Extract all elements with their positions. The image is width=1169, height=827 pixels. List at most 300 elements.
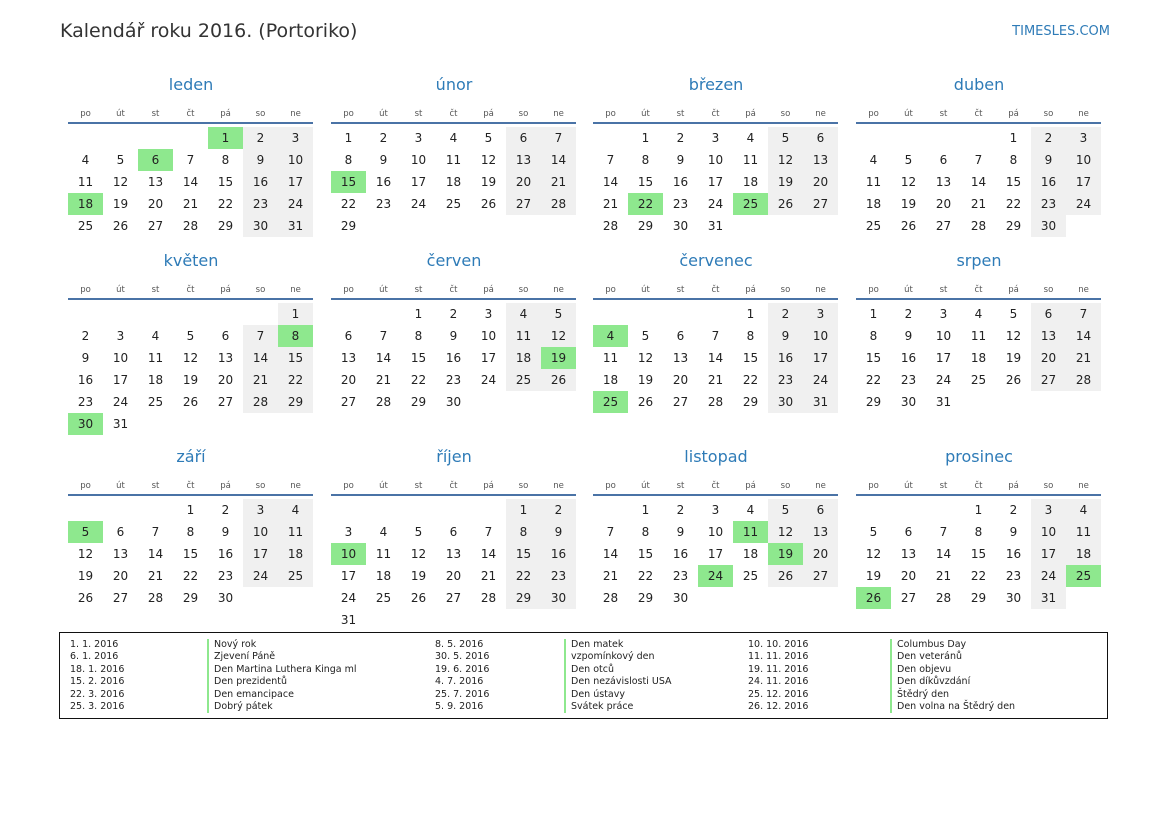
weekday-label: so xyxy=(780,481,791,491)
day-cell: 23 xyxy=(1005,569,1022,583)
day-cell: 11 xyxy=(742,153,759,167)
legend-holiday-name: Zjevení Páně xyxy=(207,651,275,663)
day-cell: 22 xyxy=(970,569,987,583)
header-rule xyxy=(331,494,576,496)
day-cell: 6 xyxy=(904,525,913,539)
day-cell: 11 xyxy=(375,547,392,561)
weekend-day-cell: 10 xyxy=(278,149,313,171)
day-cell: 28 xyxy=(707,395,724,409)
day-cell: 18 xyxy=(375,569,392,583)
weekday-header xyxy=(68,272,314,295)
day-cell: 12 xyxy=(112,175,129,189)
weekday-label: čt xyxy=(711,481,720,491)
weekday-header xyxy=(331,468,577,491)
day-cell: 4 xyxy=(449,131,458,145)
weekday-label: út xyxy=(641,481,650,491)
day-cell: 20 xyxy=(445,569,462,583)
weekday-label: út xyxy=(904,285,913,295)
weekday-label: pá xyxy=(745,109,756,119)
weekend-day-cell: 2 xyxy=(243,127,278,149)
legend-date: 6. 1. 2016 xyxy=(70,651,119,663)
site-link[interactable]: TIMESLES.COM xyxy=(1012,24,1110,39)
day-cell: 26 xyxy=(410,591,427,605)
weekday-label: út xyxy=(116,481,125,491)
holiday-day-cell: 25 xyxy=(733,193,768,215)
day-cell: 8 xyxy=(186,525,195,539)
weekday-label: út xyxy=(116,285,125,295)
legend-holiday-name: Den otců xyxy=(564,664,614,676)
weekday-label: pá xyxy=(220,285,231,295)
month-10 xyxy=(331,446,577,631)
day-cell: 7 xyxy=(186,153,195,167)
day-cell: 2 xyxy=(1009,503,1018,517)
weekday-label: ne xyxy=(1078,285,1089,295)
day-cell: 19 xyxy=(112,197,129,211)
day-cell: 18 xyxy=(742,175,759,189)
day-cell: 30 xyxy=(445,395,462,409)
weekend-day-cell: 30 xyxy=(768,391,803,413)
weekend-day-cell: 29 xyxy=(278,391,313,413)
day-cell: 9 xyxy=(904,329,913,343)
weekend-day-cell: 21 xyxy=(541,171,576,193)
empty-cell xyxy=(173,303,208,325)
day-cell: 3 xyxy=(711,503,720,517)
weekend-day-cell: 22 xyxy=(506,565,541,587)
weekend-day-cell: 10 xyxy=(1031,521,1066,543)
day-cell: 8 xyxy=(641,525,650,539)
header-rule xyxy=(856,298,1101,300)
legend-holiday-name: vzpomínkový den xyxy=(564,651,655,663)
weekday-label: so xyxy=(518,109,529,119)
weekday-label: út xyxy=(379,285,388,295)
day-cell: 30 xyxy=(217,591,234,605)
weekday-label: út xyxy=(379,481,388,491)
day-cell: 20 xyxy=(900,569,917,583)
weekend-day-cell: 17 xyxy=(1066,171,1101,193)
empty-cell xyxy=(243,303,278,325)
day-cell: 17 xyxy=(707,547,724,561)
day-cell: 21 xyxy=(480,569,497,583)
empty-cell xyxy=(401,499,436,521)
weekday-label: čt xyxy=(449,285,458,295)
weekend-day-cell: 9 xyxy=(243,149,278,171)
day-cell: 13 xyxy=(112,547,129,561)
weekend-day-cell: 6 xyxy=(1031,303,1066,325)
day-cell: 11 xyxy=(970,329,987,343)
day-cell: 22 xyxy=(340,197,357,211)
day-cell: 28 xyxy=(480,591,497,605)
day-cell: 3 xyxy=(414,131,423,145)
month-name: květen xyxy=(163,251,219,270)
weekday-label: po xyxy=(868,109,879,119)
month-3 xyxy=(593,74,839,237)
day-cell: 21 xyxy=(970,197,987,211)
weekday-label: po xyxy=(868,481,879,491)
day-cell: 14 xyxy=(602,547,619,561)
weekend-day-cell: 31 xyxy=(1031,587,1066,609)
day-cell: 29 xyxy=(182,591,199,605)
day-cell: 12 xyxy=(1005,329,1022,343)
day-cell: 18 xyxy=(742,547,759,561)
weekend-day-cell: 9 xyxy=(541,521,576,543)
day-cell: 17 xyxy=(480,351,497,365)
weekend-day-cell: 18 xyxy=(506,347,541,369)
weekday-header xyxy=(856,272,1102,295)
legend-date: 18. 1. 2016 xyxy=(70,663,125,675)
day-cell: 1 xyxy=(414,307,423,321)
day-cell: 13 xyxy=(217,351,234,365)
legend-date: 15. 2. 2016 xyxy=(70,676,125,688)
day-cell: 9 xyxy=(221,525,230,539)
holiday-day-cell: 11 xyxy=(733,521,768,543)
day-cell: 19 xyxy=(637,373,654,387)
holiday-day-cell: 6 xyxy=(138,149,173,171)
weekend-day-cell: 3 xyxy=(278,127,313,149)
weekend-day-cell: 15 xyxy=(278,347,313,369)
legend-date: 19. 6. 2016 xyxy=(435,663,490,675)
weekend-day-cell: 1 xyxy=(278,303,313,325)
day-cell: 23 xyxy=(77,395,94,409)
day-cell: 13 xyxy=(900,547,917,561)
weekend-day-cell: 24 xyxy=(1031,565,1066,587)
weekend-day-cell: 18 xyxy=(278,543,313,565)
header-rule xyxy=(593,122,838,124)
day-cell: 2 xyxy=(81,329,90,343)
day-grid xyxy=(68,127,313,237)
day-cell: 18 xyxy=(970,351,987,365)
day-cell: 20 xyxy=(672,373,689,387)
holiday-day-cell: 18 xyxy=(68,193,103,215)
legend-holiday-name: Dobrý pátek xyxy=(207,701,273,713)
day-cell: 15 xyxy=(410,351,427,365)
day-grid xyxy=(68,303,313,435)
legend-date: 25. 3. 2016 xyxy=(70,701,125,712)
day-cell: 14 xyxy=(602,175,619,189)
day-cell: 13 xyxy=(672,351,689,365)
day-cell: 10 xyxy=(112,351,129,365)
legend-date: 26. 12. 2016 xyxy=(748,701,809,712)
day-cell: 9 xyxy=(379,153,388,167)
day-cell: 2 xyxy=(904,307,913,321)
day-cell: 6 xyxy=(344,329,353,343)
day-grid xyxy=(593,303,838,413)
weekday-label: ne xyxy=(553,109,564,119)
day-cell: 17 xyxy=(707,175,724,189)
holiday-day-cell: 19 xyxy=(541,347,576,369)
day-cell: 6 xyxy=(449,525,458,539)
weekend-day-cell: 16 xyxy=(541,543,576,565)
weekend-day-cell: 27 xyxy=(803,193,838,215)
day-cell: 17 xyxy=(112,373,129,387)
day-cell: 2 xyxy=(676,131,685,145)
day-cell: 4 xyxy=(869,153,878,167)
legend-date: 19. 11. 2016 xyxy=(748,663,809,675)
weekend-day-cell: 17 xyxy=(243,543,278,565)
weekend-day-cell: 16 xyxy=(1031,171,1066,193)
day-cell: 29 xyxy=(410,395,427,409)
weekend-day-cell: 24 xyxy=(243,565,278,587)
day-cell: 17 xyxy=(340,569,357,583)
day-cell: 25 xyxy=(742,569,759,583)
weekend-day-cell: 11 xyxy=(506,325,541,347)
day-cell: 5 xyxy=(414,525,423,539)
header-rule xyxy=(331,298,576,300)
header-rule xyxy=(68,494,313,496)
day-cell: 17 xyxy=(935,351,952,365)
day-cell: 19 xyxy=(865,569,882,583)
weekday-label: ne xyxy=(290,109,301,119)
weekend-day-cell: 12 xyxy=(541,325,576,347)
header-rule xyxy=(331,122,576,124)
weekend-day-cell: 5 xyxy=(768,499,803,521)
weekday-label: čt xyxy=(974,481,983,491)
weekday-header xyxy=(68,96,314,119)
weekend-day-cell: 13 xyxy=(803,149,838,171)
day-cell: 15 xyxy=(970,547,987,561)
weekday-label: čt xyxy=(711,109,720,119)
weekend-day-cell: 13 xyxy=(803,521,838,543)
weekday-label: čt xyxy=(186,481,195,491)
day-cell: 1 xyxy=(974,503,983,517)
day-cell: 13 xyxy=(340,351,357,365)
empty-cell xyxy=(331,303,366,325)
day-cell: 26 xyxy=(112,219,129,233)
day-cell: 19 xyxy=(900,197,917,211)
day-cell: 27 xyxy=(672,395,689,409)
weekday-label: pá xyxy=(220,109,231,119)
day-cell: 14 xyxy=(707,351,724,365)
day-cell: 31 xyxy=(935,395,952,409)
weekday-label: ne xyxy=(815,109,826,119)
day-cell: 11 xyxy=(445,153,462,167)
day-cell: 27 xyxy=(445,591,462,605)
weekend-day-cell: 28 xyxy=(1066,369,1101,391)
weekday-label: po xyxy=(80,109,91,119)
day-cell: 27 xyxy=(340,395,357,409)
weekend-day-cell: 12 xyxy=(768,149,803,171)
weekday-label: so xyxy=(518,481,529,491)
holiday-day-cell: 19 xyxy=(768,543,803,565)
day-cell: 30 xyxy=(900,395,917,409)
header-rule xyxy=(68,298,313,300)
empty-cell xyxy=(961,127,996,149)
weekday-header xyxy=(593,272,839,295)
day-cell: 6 xyxy=(939,153,948,167)
weekend-day-cell: 30 xyxy=(243,215,278,237)
month-name: září xyxy=(176,447,206,466)
empty-cell xyxy=(593,127,628,149)
weekend-day-cell: 27 xyxy=(1031,369,1066,391)
day-cell: 15 xyxy=(1005,175,1022,189)
weekday-label: st xyxy=(676,481,685,491)
day-cell: 16 xyxy=(1005,547,1022,561)
day-cell: 26 xyxy=(77,591,94,605)
weekend-day-cell: 7 xyxy=(243,325,278,347)
day-cell: 5 xyxy=(641,329,650,343)
day-cell: 21 xyxy=(375,373,392,387)
weekday-label: st xyxy=(676,109,685,119)
day-cell: 14 xyxy=(970,175,987,189)
holiday-day-cell: 15 xyxy=(331,171,366,193)
day-cell: 12 xyxy=(637,351,654,365)
day-cell: 29 xyxy=(340,219,357,233)
day-cell: 20 xyxy=(935,197,952,211)
legend-holiday-name: Columbus Day xyxy=(890,639,966,651)
day-cell: 15 xyxy=(637,175,654,189)
weekday-label: pá xyxy=(1008,481,1019,491)
day-cell: 25 xyxy=(970,373,987,387)
day-cell: 16 xyxy=(375,175,392,189)
weekday-label: pá xyxy=(1008,285,1019,295)
day-cell: 12 xyxy=(865,547,882,561)
day-cell: 28 xyxy=(182,219,199,233)
weekday-label: po xyxy=(343,481,354,491)
day-cell: 5 xyxy=(904,153,913,167)
weekday-label: so xyxy=(1043,481,1054,491)
legend-holiday-name: Den prezidentů xyxy=(207,676,287,688)
holiday-day-cell: 4 xyxy=(593,325,628,347)
day-cell: 1 xyxy=(869,307,878,321)
weekend-day-cell: 4 xyxy=(278,499,313,521)
day-cell: 2 xyxy=(221,503,230,517)
holiday-day-cell: 26 xyxy=(856,587,891,609)
empty-cell xyxy=(103,303,138,325)
legend-holiday-name: Den Martina Luthera Kinga ml xyxy=(207,664,357,676)
empty-cell xyxy=(593,499,628,521)
weekend-day-cell: 23 xyxy=(541,565,576,587)
weekend-day-cell: 20 xyxy=(1031,347,1066,369)
day-cell: 19 xyxy=(480,175,497,189)
weekend-day-cell: 23 xyxy=(768,369,803,391)
weekday-label: čt xyxy=(974,285,983,295)
weekend-day-cell: 30 xyxy=(1031,215,1066,237)
day-cell: 16 xyxy=(445,351,462,365)
day-cell: 8 xyxy=(221,153,230,167)
day-cell: 7 xyxy=(606,525,615,539)
weekday-label: út xyxy=(641,285,650,295)
legend-holiday-name: Nový rok xyxy=(207,639,256,651)
day-cell: 25 xyxy=(77,219,94,233)
weekday-header xyxy=(856,96,1102,119)
weekday-label: st xyxy=(414,285,423,295)
day-cell: 12 xyxy=(480,153,497,167)
weekday-label: po xyxy=(343,285,354,295)
month-8 xyxy=(856,250,1102,413)
day-cell: 31 xyxy=(340,613,357,627)
day-cell: 12 xyxy=(77,547,94,561)
day-cell: 26 xyxy=(182,395,199,409)
weekend-day-cell: 11 xyxy=(278,521,313,543)
weekend-day-cell: 20 xyxy=(803,171,838,193)
weekday-label: ne xyxy=(815,285,826,295)
weekend-day-cell: 26 xyxy=(768,565,803,587)
legend-holiday-name: Den díkůvzdání xyxy=(890,676,970,688)
holiday-day-cell: 5 xyxy=(68,521,103,543)
day-cell: 5 xyxy=(116,153,125,167)
day-cell: 30 xyxy=(672,591,689,605)
weekend-day-cell: 28 xyxy=(243,391,278,413)
legend-holiday-name: Den objevu xyxy=(890,664,951,676)
weekday-label: pá xyxy=(745,285,756,295)
day-cell: 4 xyxy=(746,131,755,145)
day-cell: 28 xyxy=(602,219,619,233)
month-5 xyxy=(68,250,314,435)
day-cell: 15 xyxy=(182,547,199,561)
day-cell: 1 xyxy=(186,503,195,517)
day-cell: 25 xyxy=(375,591,392,605)
day-cell: 22 xyxy=(182,569,199,583)
weekend-day-cell: 18 xyxy=(1066,543,1101,565)
day-cell: 27 xyxy=(935,219,952,233)
weekend-day-cell: 13 xyxy=(1031,325,1066,347)
day-cell: 22 xyxy=(1005,197,1022,211)
holiday-day-cell: 30 xyxy=(68,413,103,435)
weekday-label: so xyxy=(255,285,266,295)
day-cell: 7 xyxy=(939,525,948,539)
day-cell: 22 xyxy=(637,569,654,583)
weekend-day-cell: 15 xyxy=(506,543,541,565)
day-cell: 3 xyxy=(484,307,493,321)
weekday-label: pá xyxy=(483,285,494,295)
weekday-label: ne xyxy=(290,285,301,295)
weekday-label: st xyxy=(151,481,160,491)
day-cell: 21 xyxy=(935,569,952,583)
day-cell: 7 xyxy=(151,525,160,539)
day-cell: 21 xyxy=(707,373,724,387)
weekday-label: st xyxy=(939,109,948,119)
day-grid xyxy=(593,499,838,609)
weekday-label: čt xyxy=(186,285,195,295)
weekend-day-cell: 20 xyxy=(506,171,541,193)
holiday-day-cell: 10 xyxy=(331,543,366,565)
weekday-label: st xyxy=(676,285,685,295)
weekend-day-cell: 3 xyxy=(1031,499,1066,521)
legend-date: 24. 11. 2016 xyxy=(748,676,809,688)
month-1 xyxy=(68,74,314,237)
day-cell: 19 xyxy=(410,569,427,583)
weekend-day-cell: 8 xyxy=(506,521,541,543)
day-cell: 22 xyxy=(865,373,882,387)
legend-holiday-name: Den matek xyxy=(564,639,623,651)
day-cell: 14 xyxy=(147,547,164,561)
month-9 xyxy=(68,446,314,609)
weekend-day-cell: 30 xyxy=(541,587,576,609)
weekend-day-cell: 26 xyxy=(768,193,803,215)
day-cell: 29 xyxy=(1005,219,1022,233)
legend-date: 25. 12. 2016 xyxy=(748,688,809,700)
weekend-day-cell: 27 xyxy=(803,565,838,587)
weekday-label: ne xyxy=(1078,109,1089,119)
day-cell: 14 xyxy=(480,547,497,561)
legend-holiday-name: Svátek práce xyxy=(564,701,633,713)
legend-date: 10. 10. 2016 xyxy=(748,639,809,650)
weekend-day-cell: 2 xyxy=(541,499,576,521)
day-cell: 29 xyxy=(970,591,987,605)
weekend-day-cell: 17 xyxy=(803,347,838,369)
day-cell: 16 xyxy=(900,351,917,365)
day-cell: 4 xyxy=(151,329,160,343)
day-cell: 23 xyxy=(445,373,462,387)
month-name: říjen xyxy=(436,447,472,466)
day-cell: 24 xyxy=(935,373,952,387)
empty-cell xyxy=(138,127,173,149)
day-cell: 31 xyxy=(112,417,129,431)
weekday-header xyxy=(331,272,577,295)
day-cell: 1 xyxy=(641,131,650,145)
header-rule xyxy=(68,122,313,124)
day-cell: 10 xyxy=(935,329,952,343)
empty-cell xyxy=(926,499,961,521)
